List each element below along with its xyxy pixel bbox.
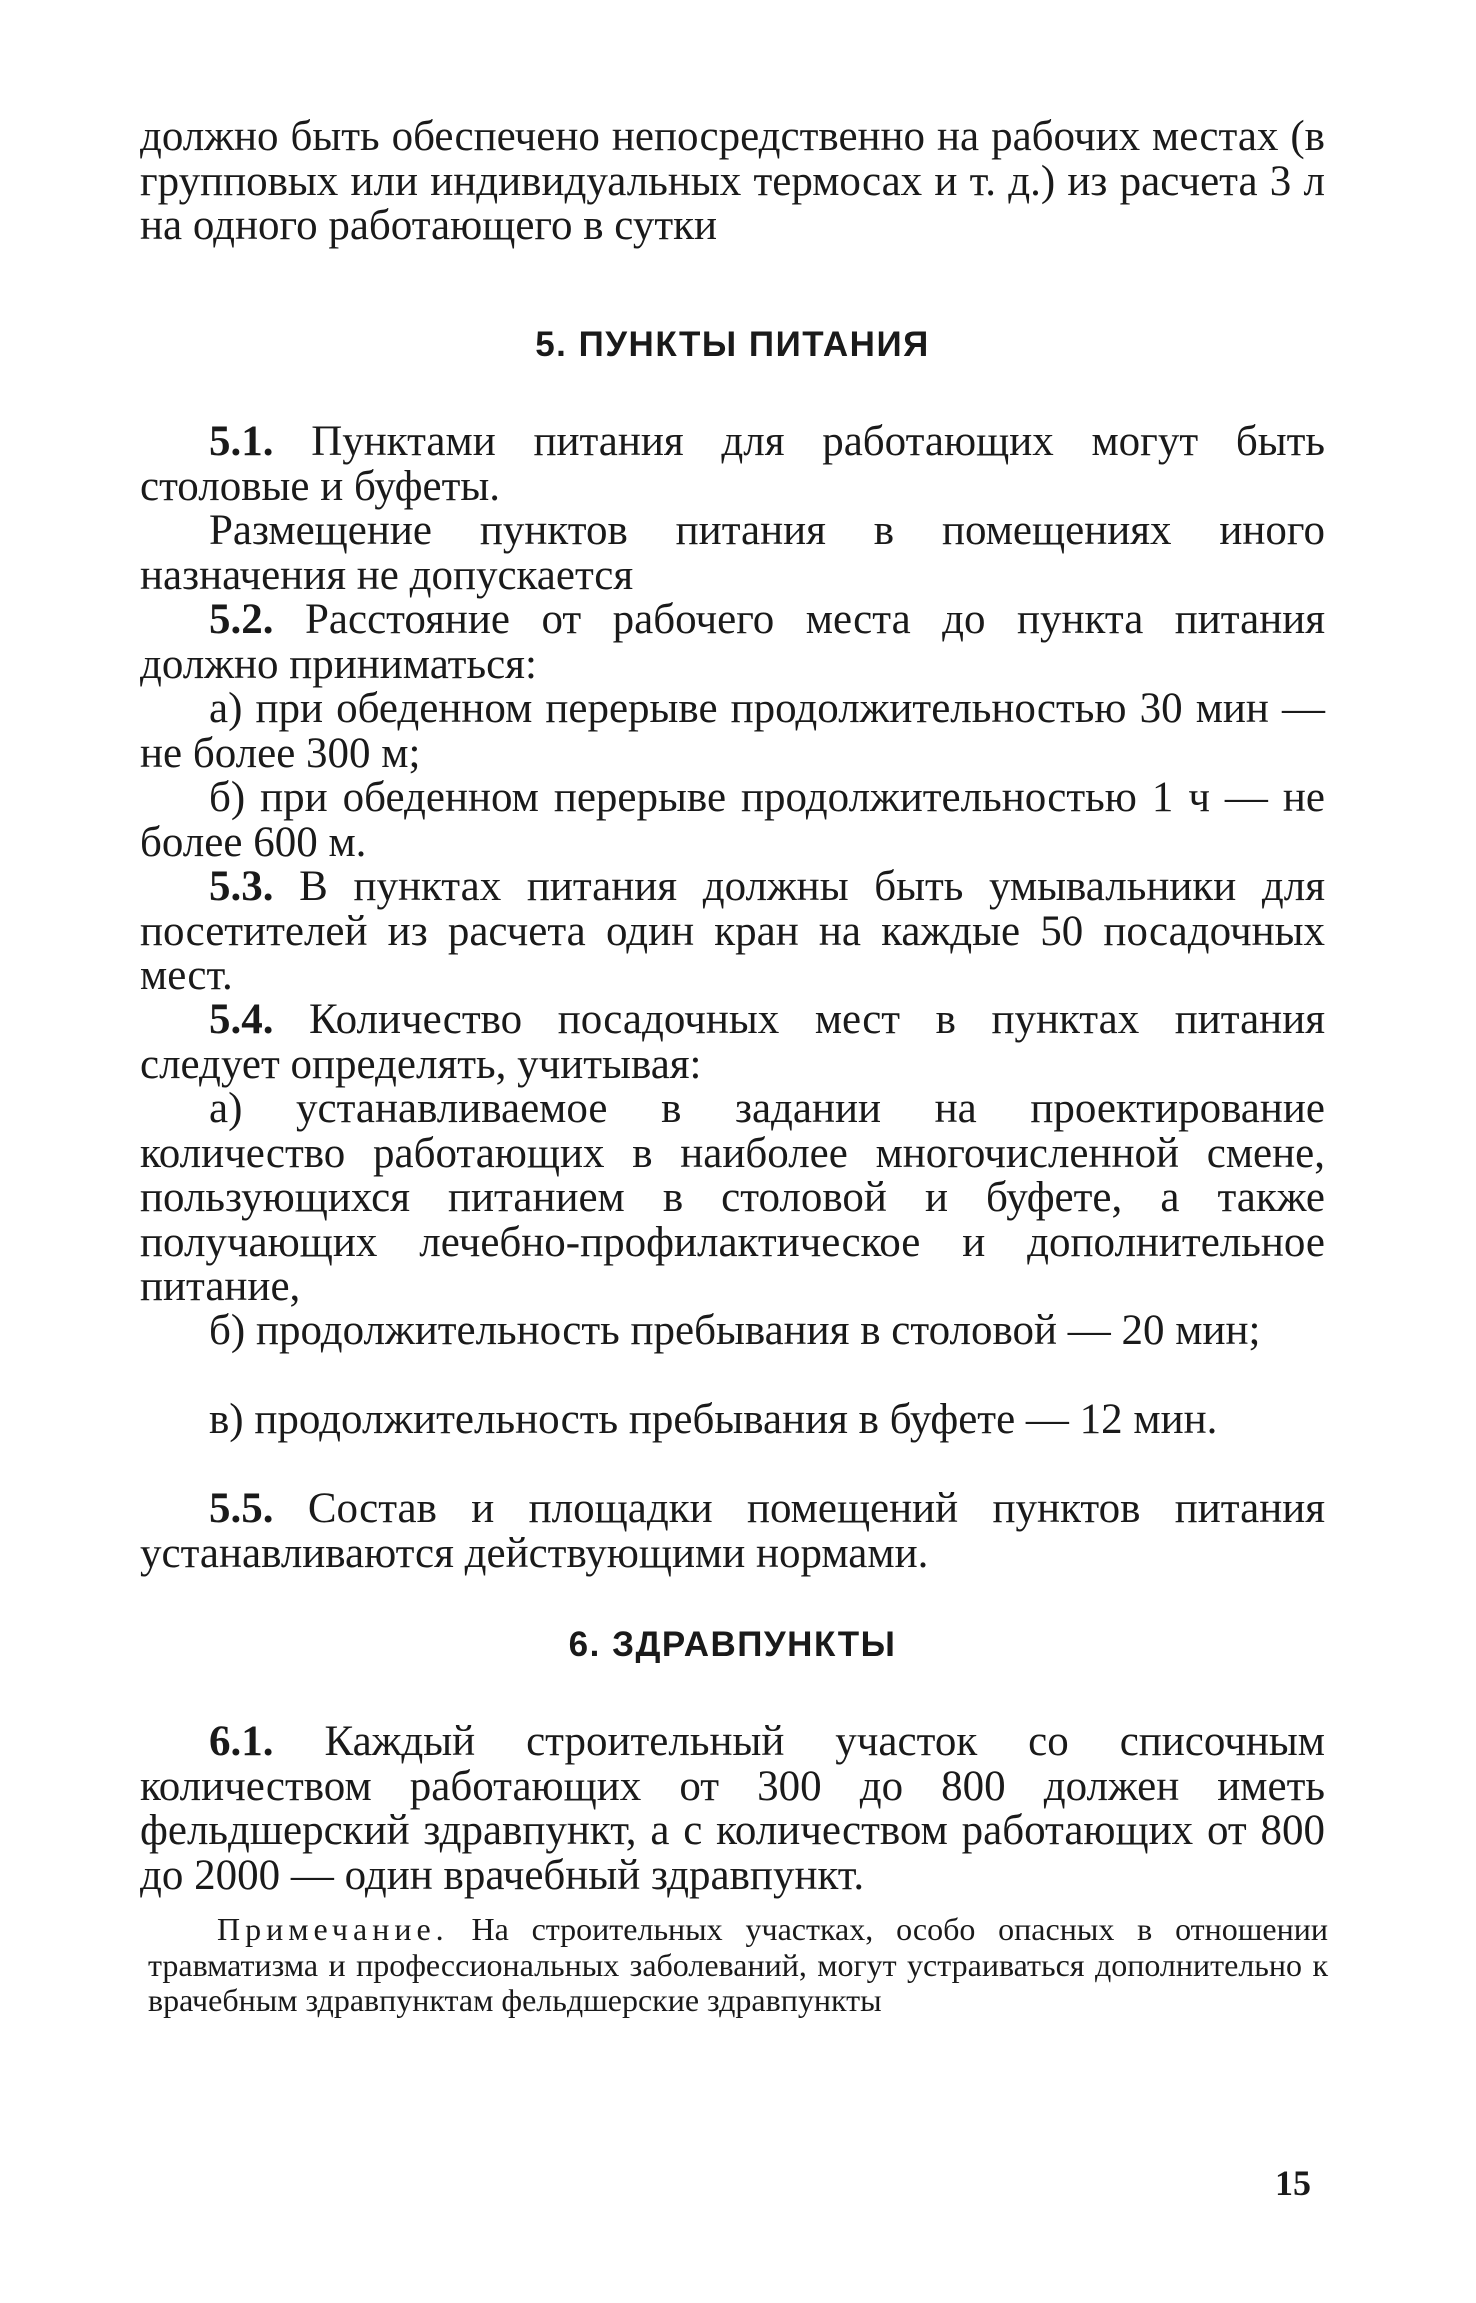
paragraph-5-4-item-b: б) продолжительность пребывания в столовой — 20 мин; [209, 1307, 1261, 1354]
intro-paragraph: должно быть обеспечено непосредственно на рабочих местах (в групповых или индивидуальных термосах и т. д.) из расчета 3 л на одного работающего в сутки [140, 113, 1325, 249]
paragraph-5-5-text: Состав и площадки помещений пунктов питания устанавливаются действующими нормами. [140, 1485, 1326, 1577]
paragraph-5-3-number: 5.3. [209, 863, 274, 910]
paragraph-6-1-number: 6.1. [209, 1718, 274, 1765]
paragraph-5-4-text: Количество посадочных мест в пунктах питания следует определять, учитывая: [140, 996, 1325, 1088]
paragraph-5-2-item-a: а) при обеденном перерыве продолжительностью 30 мин — не более 300 м; [140, 685, 1325, 777]
paragraph-5-4 [140, 998, 1325, 1087]
paragraph-5-2 [140, 598, 1325, 687]
paragraph-5-3-text: В пунктах питания должны быть умывальники для посетителей из расчета один кран на каждые 50 посадочных мест. [140, 863, 1325, 999]
paragraph-5-2-text: Расстояние от рабочего места до пункта питания должно приниматься: [140, 596, 1325, 688]
note-label: Примечание. [217, 1911, 449, 1947]
paragraph-5-1 [140, 420, 1325, 509]
paragraph-5-1-continuation: Размещение пунктов питания в помещениях иного назначения не допускается [140, 507, 1325, 599]
paragraph-5-2-item-b: б) при обеденном перерыве продолжительностью 1 ч — не более 600 м. [140, 774, 1325, 866]
paragraph-5-5 [140, 1487, 1325, 1576]
note-paragraph [148, 1912, 1328, 2019]
paragraph-5-4-item-a: а) устанавливаемое в задании на проектирование количество работающих в наиболее многочисленной смене, пользующихся питанием в столовой и буфете, а также получающих лечебно-профилактическое и дополнительное питание, [140, 1085, 1325, 1310]
paragraph-5-4-item-c: в) продолжительность пребывания в буфете — 12 мин. [209, 1396, 1218, 1443]
section-6-heading: 6. ЗДРАВПУНКТЫ [568, 1625, 897, 1664]
section-5-heading: 5. ПУНКТЫ ПИТАНИЯ [535, 325, 930, 364]
page-number: 15 [1275, 2163, 1311, 2203]
paragraph-6-1-text: Каждый строительный участок со списочным количеством работающих от 300 до 800 должен иметь фельдшерский здравпункт, а с количеством работающих от 800 до 2000 — один врачебный здравпункт. [140, 1718, 1326, 1899]
paragraph-5-2-number: 5.2. [209, 596, 274, 643]
paragraph-5-3 [140, 865, 1325, 999]
paragraph-5-1-text: Пунктами питания для работающих могут быть столовые и буфеты. [140, 418, 1325, 510]
note-text: На строительных участках, особо опасных в отношении травматизма и профессиональных заболеваний, могут устраиваться дополнительно к врачебным здравпунктам фельдшерские здравпункты [148, 1911, 1329, 2018]
paragraph-5-1-number: 5.1. [209, 418, 274, 465]
paragraph-6-1 [140, 1720, 1325, 1898]
paragraph-5-4-number: 5.4. [209, 996, 274, 1043]
paragraph-5-5-number: 5.5. [209, 1485, 274, 1532]
